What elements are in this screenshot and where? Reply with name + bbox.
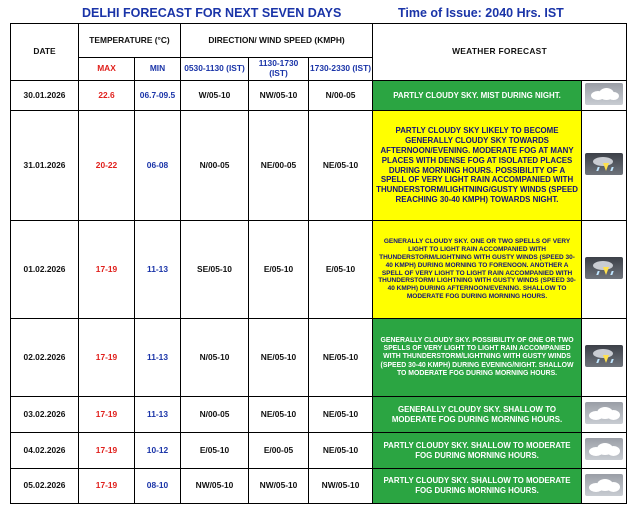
row-icon-cell — [582, 433, 627, 469]
table-row — [11, 469, 627, 504]
table-row — [11, 111, 627, 221]
col-forecast: WEATHER FORECAST — [373, 24, 627, 81]
row-wind-night: N/00-05 — [309, 81, 373, 111]
row-wind-morning: N/00-05 — [181, 397, 249, 433]
row-forecast — [373, 111, 582, 221]
row-max-temp: 17-19 — [79, 469, 135, 504]
col-min: MIN — [135, 58, 181, 81]
col-slot-1: 0530-1130 (IST) — [181, 58, 249, 81]
row-wind-morning: E/05-10 — [181, 433, 249, 469]
row-wind-morning: SE/05-10 — [181, 221, 249, 319]
row-icon-cell — [582, 111, 627, 221]
row-min-temp: 11-13 — [135, 319, 181, 397]
row-forecast — [373, 469, 582, 504]
row-wind-morning: W/05-10 — [181, 81, 249, 111]
col-date: DATE — [11, 24, 79, 81]
row-date: 02.02.2026 — [11, 319, 79, 397]
row-min-temp: 08-10 — [135, 469, 181, 504]
row-min-temp: 11-13 — [135, 221, 181, 319]
col-slot-3: 1730-2330 (IST) — [309, 58, 373, 81]
forecast-text: GENERALLY CLOUDY SKY. ONE OR TWO SPELLS OF VERY LIGHT TO LIGHT RAIN ACCOMPANIED WITH THUNDERSTORM/LIGHTNING WITH GUSTY WINDS (SPEED 30-40 KMPH) DURING MORNING TO FORENOON. ANOTHER A SPELL OF VERY LIGHT TO LIGHT RAIN ACCOMPANIED WITH THUNDERSTORM/ LIGHTNING WITH GUSTY WINDS (SPEED 30-40 KMPH) DURING AFTERNOON/EVENING. SHALLOW TO MODERATE FOG DURING MORNING HOURS. — [378, 238, 576, 300]
row-wind-afternoon: NE/05-10 — [249, 397, 309, 433]
row-min-temp: 06-08 — [135, 111, 181, 221]
table-row — [11, 221, 627, 319]
row-max-temp: 17-19 — [79, 397, 135, 433]
thunderstorm-rain-icon — [585, 257, 623, 279]
row-min-temp: 10-12 — [135, 433, 181, 469]
table-row — [11, 81, 627, 111]
forecast-text: PARTLY CLOUDY SKY. SHALLOW TO MODERATE FOG DURING MORNING HOURS. — [383, 476, 571, 495]
row-wind-afternoon: NE/00-05 — [249, 111, 309, 221]
row-max-temp: 17-19 — [79, 319, 135, 397]
page-title: DELHI FORECAST FOR NEXT SEVEN DAYS — [82, 6, 342, 20]
col-slot-2: 1130-1730 (IST) — [249, 58, 309, 81]
row-wind-afternoon: NW/05-10 — [249, 81, 309, 111]
cloudy-icon — [585, 474, 623, 496]
row-max-temp: 22.6 — [79, 81, 135, 111]
col-temperature: TEMPERATURE (°C) — [79, 24, 181, 58]
row-max-temp: 17-19 — [79, 221, 135, 319]
row-forecast — [373, 81, 582, 111]
row-wind-night: E/05-10 — [309, 221, 373, 319]
cloudy-icon — [585, 438, 623, 460]
forecast-text: PARTLY CLOUDY SKY. MIST DURING NIGHT. — [393, 90, 561, 100]
row-wind-afternoon: NW/05-10 — [249, 469, 309, 504]
thunderstorm-rain-icon — [585, 153, 623, 175]
forecast-text: PARTLY CLOUDY SKY LIKELY TO BECOME GENERALLY CLOUDY SKY TOWARDS AFTERNOON/EVENING. MODERATE FOG AT MANY PLACES WITH DENSE FOG AT ISOLATED PLACES DURING MORNING HOURS. POSSIBILITY OF A SPELL OF VERY LIGHT RAIN ACCOMPANIED WITH THUNDERSTORM/LIGHTNING/GUSTY WINDS (SPEED REACHING 30-40 KMPH) TOWARDS NIGHT. — [376, 126, 578, 204]
row-forecast — [373, 221, 582, 319]
row-icon-cell — [582, 469, 627, 504]
row-wind-night: NE/05-10 — [309, 433, 373, 469]
row-date: 30.01.2026 — [11, 81, 79, 111]
partly-cloudy-night-icon — [585, 83, 623, 105]
row-date: 31.01.2026 — [11, 111, 79, 221]
row-max-temp: 17-19 — [79, 433, 135, 469]
row-icon-cell — [582, 81, 627, 111]
row-wind-morning: NW/05-10 — [181, 469, 249, 504]
row-date: 04.02.2026 — [11, 433, 79, 469]
row-max-temp: 20-22 — [79, 111, 135, 221]
row-forecast — [373, 319, 582, 397]
forecast-text: GENERALLY CLOUDY SKY. POSSIBILITY OF ONE OR TWO SPELLS OF VERY LIGHT TO LIGHT RAIN ACCOMPANIED WITH THUNDERSTORM/LIGHTNING WITH GUSTY WINDS (SPEED 30-40 KMPH) DURING EVENING/NIGHT. SHALLOW TO MODERATE FOG DURING MORNING HOURS. — [380, 336, 574, 377]
col-max: MAX — [79, 58, 135, 81]
thunderstorm-rain-icon — [585, 345, 623, 367]
row-wind-morning: N/00-05 — [181, 111, 249, 221]
table-row — [11, 433, 627, 469]
row-min-temp: 06.7-09.5 — [135, 81, 181, 111]
row-date: 03.02.2026 — [11, 397, 79, 433]
row-date: 01.02.2026 — [11, 221, 79, 319]
row-wind-night: NW/05-10 — [309, 469, 373, 504]
forecast-table — [10, 23, 627, 504]
row-wind-night: NE/05-10 — [309, 319, 373, 397]
col-wind: DIRECTION/ WIND SPEED (KMPH) — [181, 24, 373, 58]
row-icon-cell — [582, 221, 627, 319]
row-forecast — [373, 397, 582, 433]
row-min-temp: 11-13 — [135, 397, 181, 433]
issue-time: Time of Issue: 2040 Hrs. IST — [398, 6, 564, 20]
row-wind-night: NE/05-10 — [309, 111, 373, 221]
row-forecast — [373, 433, 582, 469]
row-icon-cell — [582, 397, 627, 433]
table-row — [11, 319, 627, 397]
forecast-text: PARTLY CLOUDY SKY. SHALLOW TO MODERATE FOG DURING MORNING HOURS. — [383, 440, 571, 460]
forecast-header — [0, 0, 628, 22]
row-wind-night: NE/05-10 — [309, 397, 373, 433]
table-row — [11, 397, 627, 433]
forecast-text: GENERALLY CLOUDY SKY. SHALLOW TO MODERATE FOG DURING MORNING HOURS. — [391, 404, 563, 424]
cloudy-icon — [585, 402, 623, 424]
row-wind-afternoon: NE/05-10 — [249, 319, 309, 397]
row-date: 05.02.2026 — [11, 469, 79, 504]
row-wind-afternoon: E/00-05 — [249, 433, 309, 469]
row-icon-cell — [582, 319, 627, 397]
row-wind-afternoon: E/05-10 — [249, 221, 309, 319]
row-wind-morning: N/05-10 — [181, 319, 249, 397]
